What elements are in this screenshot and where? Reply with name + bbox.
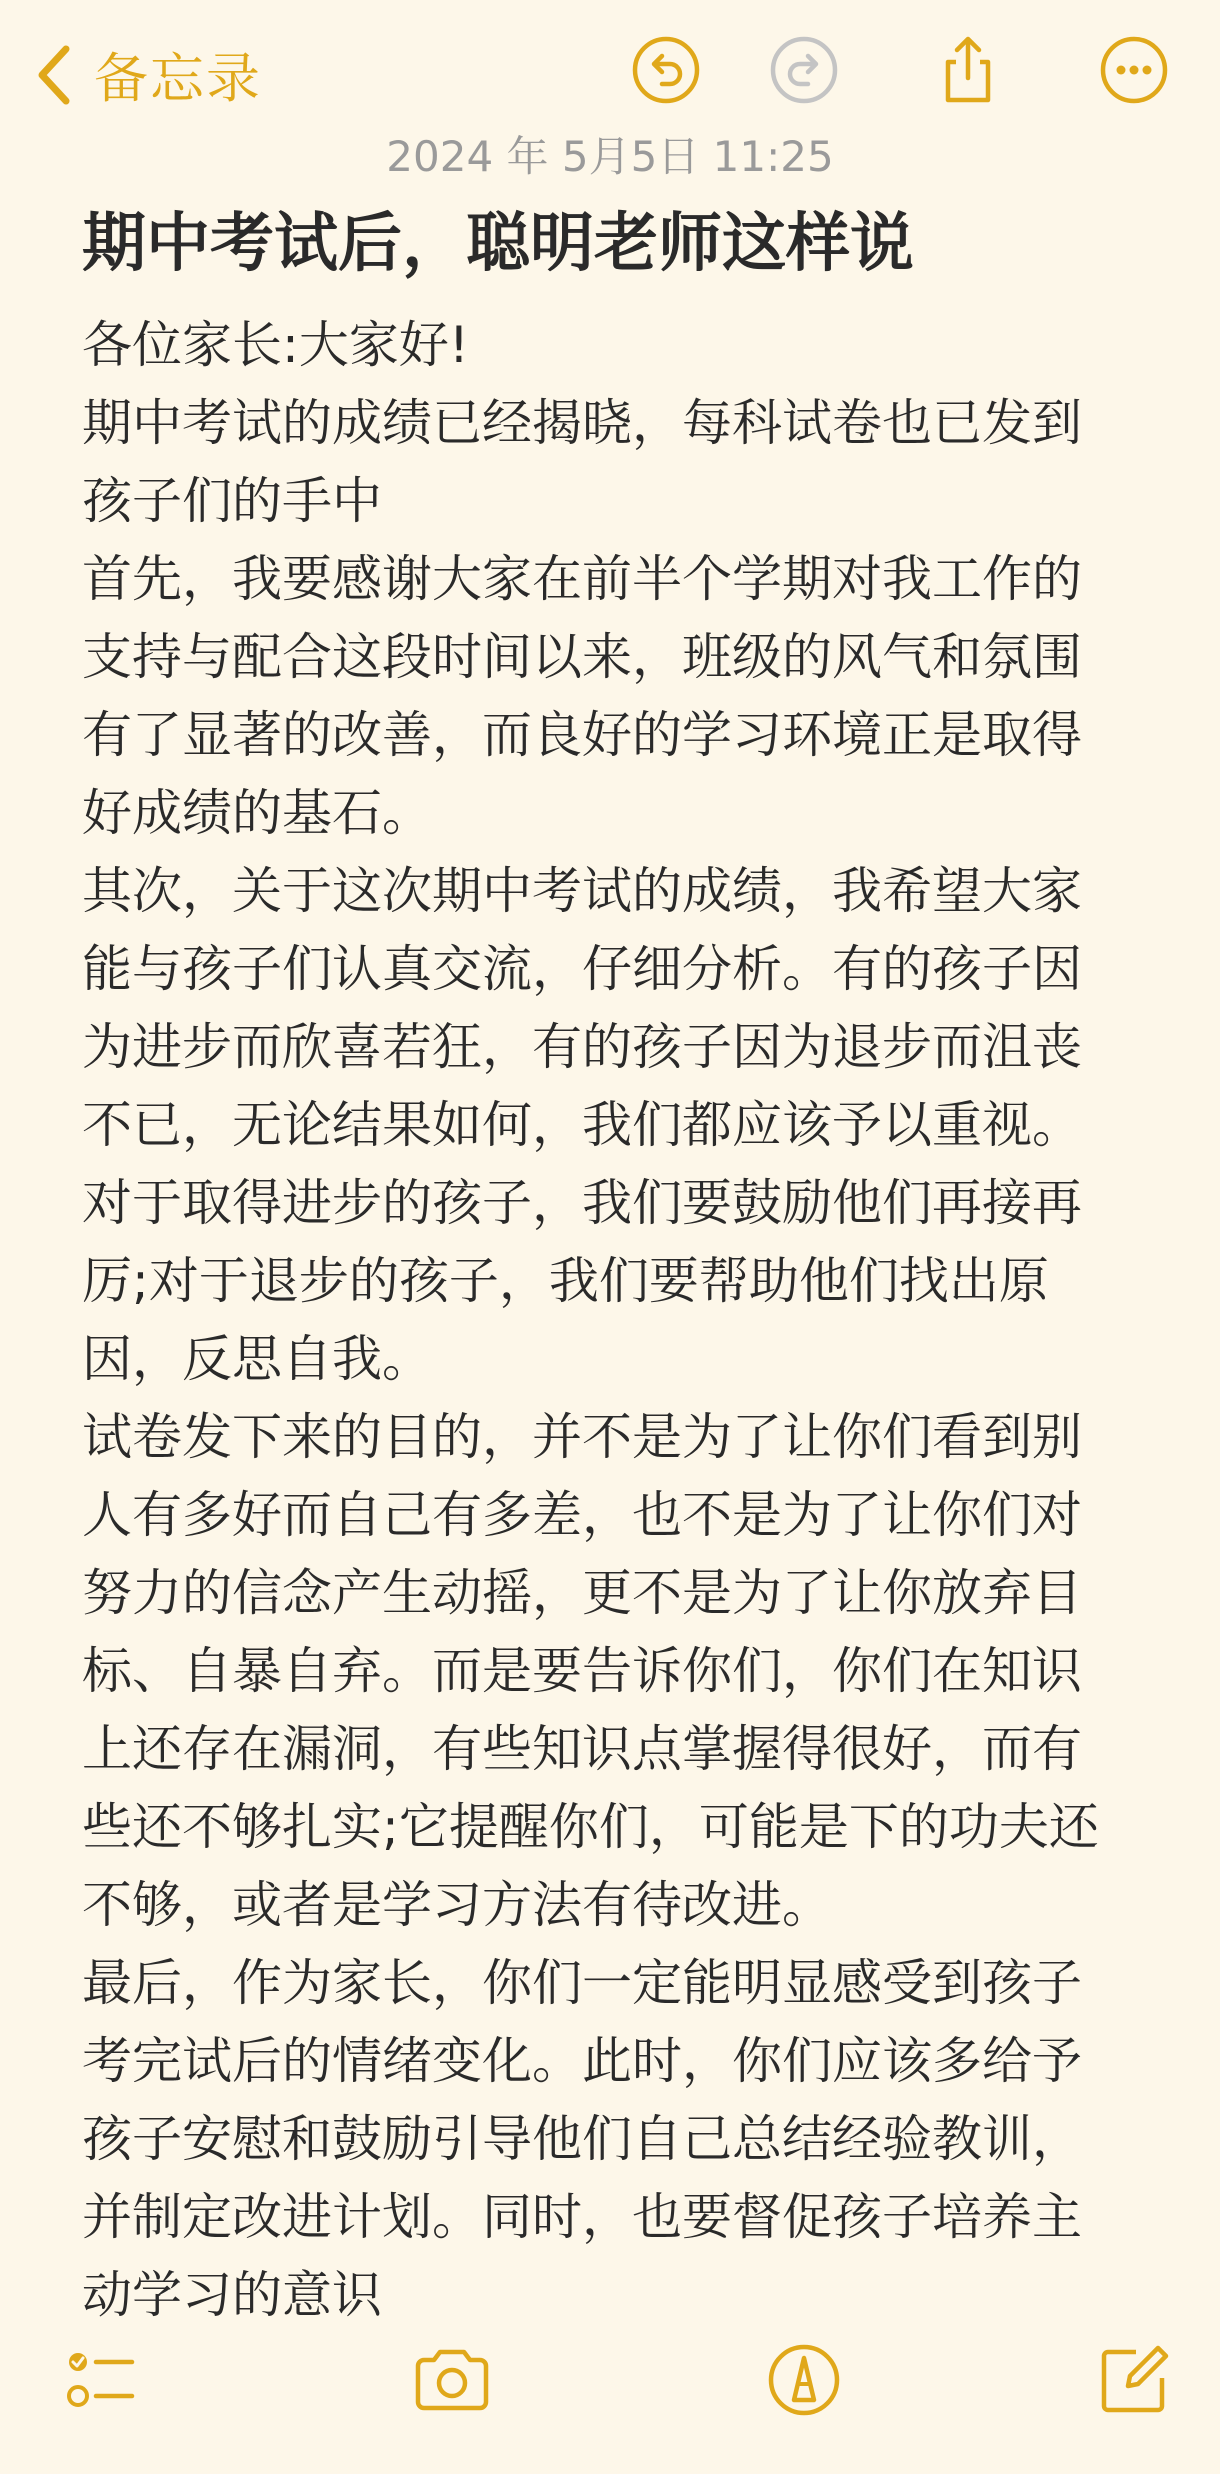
markup-icon (764, 2340, 844, 2420)
camera-icon (412, 2340, 492, 2420)
checklist-button[interactable] (62, 2340, 142, 2420)
undo-button[interactable] (630, 34, 702, 106)
note-paragraph: 各位家长:大家好! (82, 316, 469, 374)
more-button[interactable] (1098, 34, 1170, 106)
note-paragraph: 最后，作为家长，你们一定能明显感受到孩子考完试后的情绪变化。此时，你们应该多给予孩子安慰和鼓励引导他们自己总结经验教训，并制定改进计划。同时，也要督促孩子培养主动学习的意识 (82, 1954, 1082, 2324)
redo-icon (768, 34, 840, 106)
note-title[interactable]: 期中考试后，聪明老师这样说 (82, 207, 914, 281)
navigation-bar (0, 0, 1220, 140)
compose-icon (1094, 2340, 1174, 2420)
bottom-toolbar (0, 2320, 1220, 2440)
undo-icon (630, 34, 702, 106)
checklist-icon (62, 2340, 142, 2420)
share-icon (932, 34, 1004, 106)
more-icon (1098, 34, 1170, 106)
back-button[interactable] (36, 36, 262, 113)
note-paragraph: 其次，关于这次期中考试的成绩，我希望大家能与孩子们认真交流，仔细分析。有的孩子因为进步而欣喜若狂，有的孩子因为退步而沮丧不已，无论结果如何，我们都应该予以重视。对于取得进步的孩子，我们要鼓励他们再接再厉;对于退步的孩子，我们要帮助他们找出原因，反思自我。 (82, 862, 1082, 1388)
back-button-label: 备忘录 (94, 47, 262, 110)
camera-button[interactable] (412, 2340, 492, 2420)
markup-button[interactable] (764, 2340, 844, 2420)
note-paragraph: 首先，我要感谢大家在前半个学期对我工作的支持与配合这段时间以来，班级的风气和氛围有了显著的改善，而良好的学习环境正是取得好成绩的基石。 (82, 550, 1082, 842)
note-paragraph: 期中考试的成绩已经揭晓，每科试卷也已发到孩子们的手中 (82, 394, 1082, 530)
chevron-left-icon (36, 43, 72, 107)
note-body[interactable] (82, 306, 1128, 2334)
note-paragraph: 试卷发下来的目的，并不是为了让你们看到别人有多好而自己有多差，也不是为了让你们对努力的信念产生动摇，更不是为了让你放弃目标、自暴自弃。而是要告诉你们，你们在知识上还存在漏洞，有些知识点掌握得很好，而有些还不够扎实;它提醒你们，可能是下的功夫还不够，或者是学习方法有待改进。 (82, 1408, 1099, 1934)
share-button[interactable] (932, 34, 1004, 106)
compose-button[interactable] (1094, 2340, 1174, 2420)
note-timestamp: 2024 年 5月5日 11:25 (386, 132, 834, 181)
redo-button[interactable] (768, 34, 840, 106)
